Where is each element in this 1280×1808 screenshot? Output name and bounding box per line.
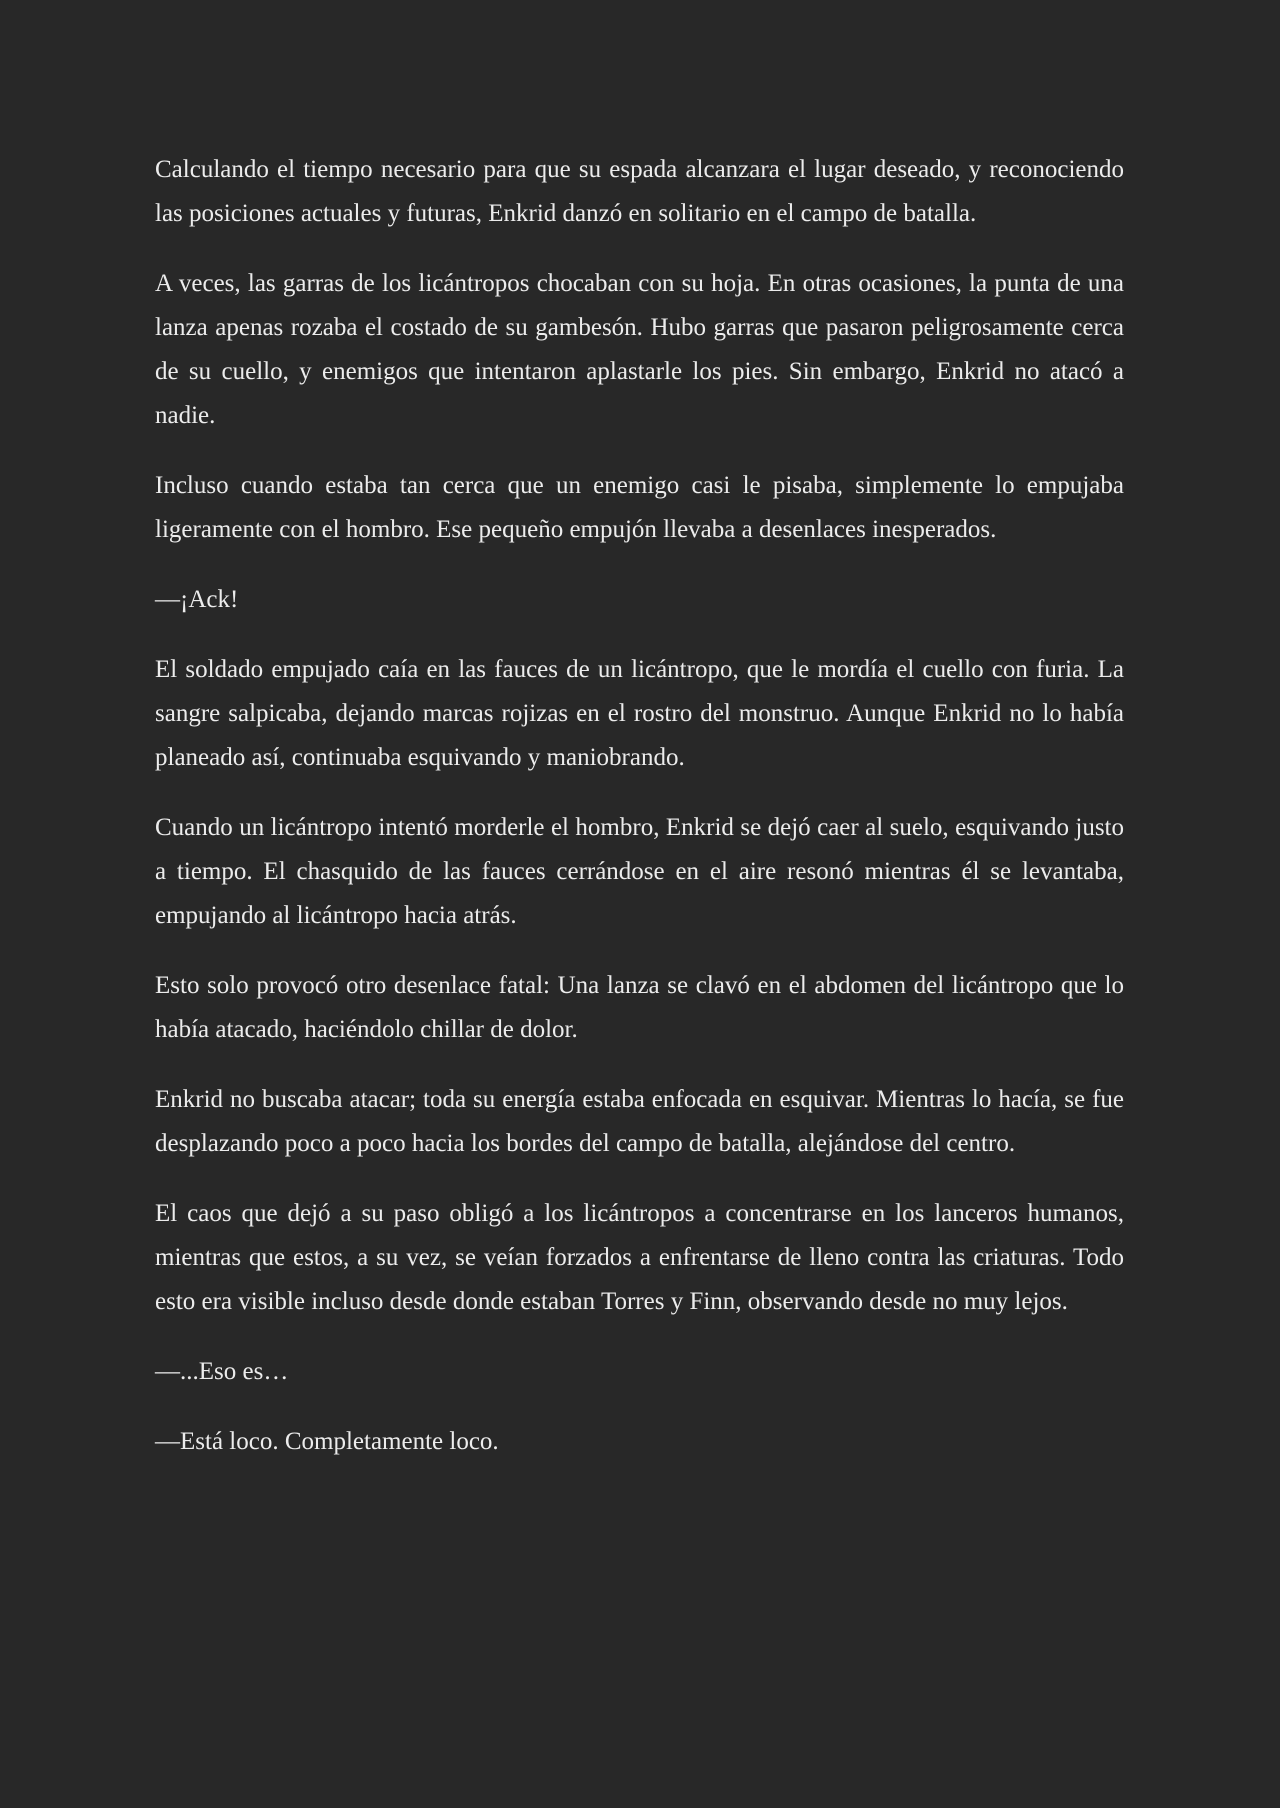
paragraph: Incluso cuando estaba tan cerca que un enemigo casi le pisaba, simplemente lo empujaba ligeramente con el hombro. Ese pequeño empujón llevaba a desenlaces inesperados. <box>155 472 1124 543</box>
dialogue-line: —¡Ack! <box>155 586 239 613</box>
paragraph: Enkrid no buscaba atacar; toda su energía estaba enfocada en esquivar. Mientras lo hacía, se fue desplazando poco a poco hacia los bordes del campo de batalla, alejándose del centro. <box>155 1086 1124 1157</box>
dialogue-line: —...Eso es… <box>155 1358 289 1385</box>
paragraph: A veces, las garras de los licántropos chocaban con su hoja. En otras ocasiones, la punta de una lanza apenas rozaba el costado de su gambesón. Hubo garras que pasaron peligrosamente cerca de su cuello, y enemigos que intentaron aplastarle los pies. Sin embargo, Enkrid no atacó a nadie. <box>155 270 1124 429</box>
chapter-text <box>155 148 1124 1490</box>
paragraph: El caos que dejó a su paso obligó a los licántropos a concentrarse en los lanceros humanos, mientras que estos, a su vez, se veían forzados a enfrentarse de lleno contra las criaturas. Todo esto era visible incluso desde donde estaban Torres y Finn, observando desde no muy lejos. <box>155 1200 1124 1315</box>
paragraph: Calculando el tiempo necesario para que su espada alcanzara el lugar deseado, y reconociendo las posiciones actuales y futuras, Enkrid danzó en solitario en el campo de batalla. <box>155 156 1124 227</box>
dialogue-line: —Está loco. Completamente loco. <box>155 1428 499 1455</box>
paragraph: Esto solo provocó otro desenlace fatal: Una lanza se clavó en el abdomen del licántropo que lo había atacado, haciéndolo chillar de dolor. <box>155 972 1124 1043</box>
paragraph: El soldado empujado caía en las fauces de un licántropo, que le mordía el cuello con furia. La sangre salpicaba, dejando marcas rojizas en el rostro del monstruo. Aunque Enkrid no lo había planeado así, continuaba esquivando y maniobrando. <box>155 656 1124 771</box>
paragraph: Cuando un licántropo intentó morderle el hombro, Enkrid se dejó caer al suelo, esquivando justo a tiempo. El chasquido de las fauces cerrándose en el aire resonó mientras él se levantaba, empujando al licántropo hacia atrás. <box>155 814 1124 929</box>
